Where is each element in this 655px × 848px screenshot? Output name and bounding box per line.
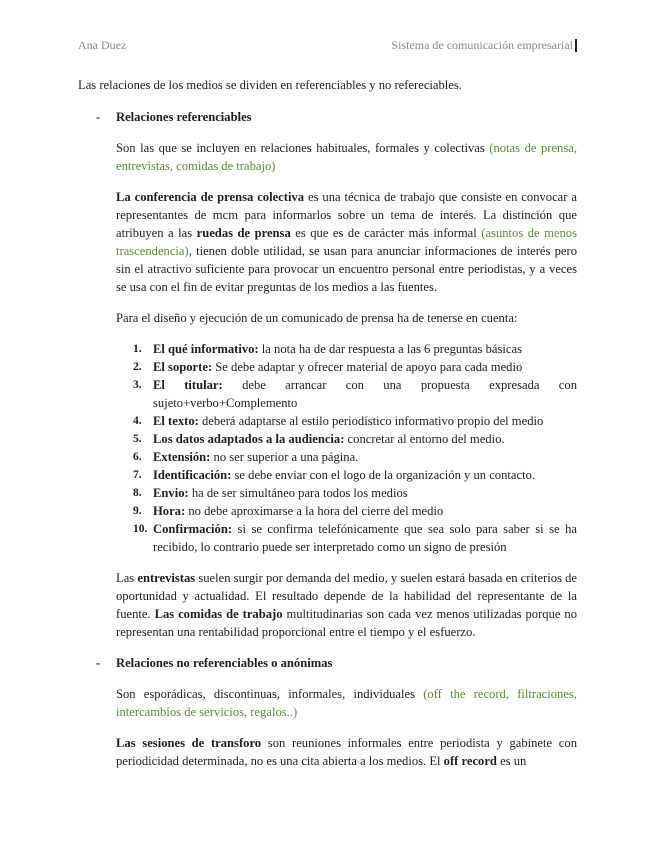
list-number: 6. xyxy=(133,451,142,463)
list-item xyxy=(116,358,577,376)
header-author: Ana Duez xyxy=(78,38,127,52)
page-header xyxy=(78,38,577,53)
section1-heading xyxy=(78,108,577,126)
list-number: 9. xyxy=(133,505,142,517)
list-item-text: deberá adaptarse al estilo periodístico informativo propio del medio xyxy=(198,414,544,428)
list-number: 7. xyxy=(133,469,142,481)
text-run: son reuniones informales entre periodista y gabinete con periodicidad determinada, no es una cita abierta a los medios. El xyxy=(116,736,577,768)
document-body xyxy=(78,76,577,783)
list-item xyxy=(116,430,577,448)
list-item xyxy=(116,376,577,412)
text-cursor-icon xyxy=(575,39,577,52)
list-number: 1. xyxy=(133,343,142,355)
text-run: , tienen doble utilidad, se usan para anunciar informaciones de interés pero sin el atractivo suficiente para provocar un encuentro personal entre periodistas, y a veces se usa con el fin de evitar preguntas de los medios a las fuentes. xyxy=(116,244,577,294)
list-item-text: concretar al entorno del medio. xyxy=(344,432,505,446)
list-item-text: Se debe adaptar y ofrecer material de apoyo para cada medio xyxy=(212,360,523,374)
list-item-term: El texto: xyxy=(153,414,199,428)
list-number: 4. xyxy=(133,415,142,427)
green-text-run: (off the record, filtraciones, intercambios de servicios, regalos..) xyxy=(116,687,577,719)
list-item xyxy=(116,448,577,466)
list-item-text: debe arrancar con una propuesta expresada con sujeto+verbo+Complemento xyxy=(153,378,577,410)
list-number: 2. xyxy=(133,361,142,373)
list-item-term: Hora: xyxy=(153,504,186,518)
bold-text-run: off record xyxy=(443,754,497,768)
green-text-run: (asuntos de menos trascendencia) xyxy=(116,226,577,258)
section1-paragraph-2 xyxy=(116,188,577,296)
section1-heading-text: Relaciones referenciables xyxy=(116,110,252,124)
section1-paragraph-1 xyxy=(116,139,577,175)
header-title: Sistema de comunicación empresarial xyxy=(391,38,573,52)
list-item-term: Envio: xyxy=(153,486,189,500)
section1-paragraph-4 xyxy=(116,569,577,641)
list-number: 8. xyxy=(133,487,142,499)
dash-bullet-icon: - xyxy=(96,110,101,124)
section2-body xyxy=(116,685,577,770)
list-item-text: no ser superior a una página. xyxy=(210,450,359,464)
section2-heading-text: Relaciones no referenciables o anónimas xyxy=(116,656,333,670)
list-item-term: Identificación: xyxy=(153,468,232,482)
list-item-term: Confirmación: xyxy=(153,522,233,536)
list-number: 10. xyxy=(133,523,148,535)
list-item-term: El titular: xyxy=(153,378,223,392)
list-item xyxy=(116,520,577,556)
list-item-term: El soporte: xyxy=(153,360,213,374)
section1-body xyxy=(116,139,577,641)
text-run: es un xyxy=(496,754,527,768)
bold-text-run: La conferencia de prensa colectiva xyxy=(116,190,305,204)
list-item-text: la nota ha de dar respuesta a las 6 preguntas básicas xyxy=(258,342,522,356)
intro-paragraph: Las relaciones de los medios se dividen en referenciables y no refereciables. xyxy=(78,78,462,92)
text-run: multitudinarias son cada vez menos utilizadas porque no representan una rentabilidad proporcional entre el tiempo y el esfuerzo. xyxy=(116,607,577,639)
bold-text-run: Las comidas de trabajo xyxy=(154,607,283,621)
list-item xyxy=(116,466,577,484)
section2-paragraph-1 xyxy=(116,685,577,721)
text-run: suelen surgir por demanda del medio, y suelen estará basada en criterios de oportunidad y actualidad. El resultado depende de la habilidad del representante de la fuente. xyxy=(116,571,577,621)
list-item-text: no debe aproximarse a la hora del cierre del medio xyxy=(185,504,444,518)
section2-heading xyxy=(78,654,577,672)
list-item-term: Los datos adaptados a la audiencia: xyxy=(153,432,345,446)
press-release-list xyxy=(116,340,577,556)
list-item xyxy=(116,412,577,430)
bold-text-run: Las sesiones de transforo xyxy=(116,736,262,750)
list-item xyxy=(116,502,577,520)
list-item-text: se debe enviar con el logo de la organización y un contacto. xyxy=(231,468,536,482)
header-right xyxy=(391,38,577,53)
bold-text-run: ruedas de prensa xyxy=(196,226,291,240)
text-run: Son esporádicas, discontinuas, informales, individuales xyxy=(116,687,424,701)
list-item-text: ha de ser simultáneo para todos los medios xyxy=(188,486,408,500)
list-item xyxy=(116,484,577,502)
bold-text-run: entrevistas xyxy=(137,571,196,585)
text-run: es una técnica de trabajo que consiste en convocar a representantes de mcm para informarlos sobre un tema de interés. La distinción que atribuyen a las xyxy=(116,190,577,240)
text-run: es que es de carácter más informal xyxy=(290,226,482,240)
text-run: Las xyxy=(116,571,138,585)
green-text-run: (notas de prensa, entrevistas, comidas de trabajo) xyxy=(116,141,577,173)
list-item-term: El qué informativo: xyxy=(153,342,259,356)
list-number: 3. xyxy=(133,379,142,391)
list-item-term: Extensión: xyxy=(153,450,211,464)
list-number: 5. xyxy=(133,433,142,445)
section2-paragraph-2 xyxy=(116,734,577,770)
list-item-text: si se confirma telefónicamente que sea solo para saber si se ha recibido, lo contrario puede ser interpretado como un signo de presión xyxy=(153,522,577,554)
list-item xyxy=(116,340,577,358)
dash-bullet-icon: - xyxy=(96,656,101,670)
text-run: Son las que se incluyen en relaciones habituales, formales y colectivas xyxy=(116,141,490,155)
section1-paragraph-3: Para el diseño y ejecución de un comunicado de prensa ha de tenerse en cuenta: xyxy=(116,311,518,325)
